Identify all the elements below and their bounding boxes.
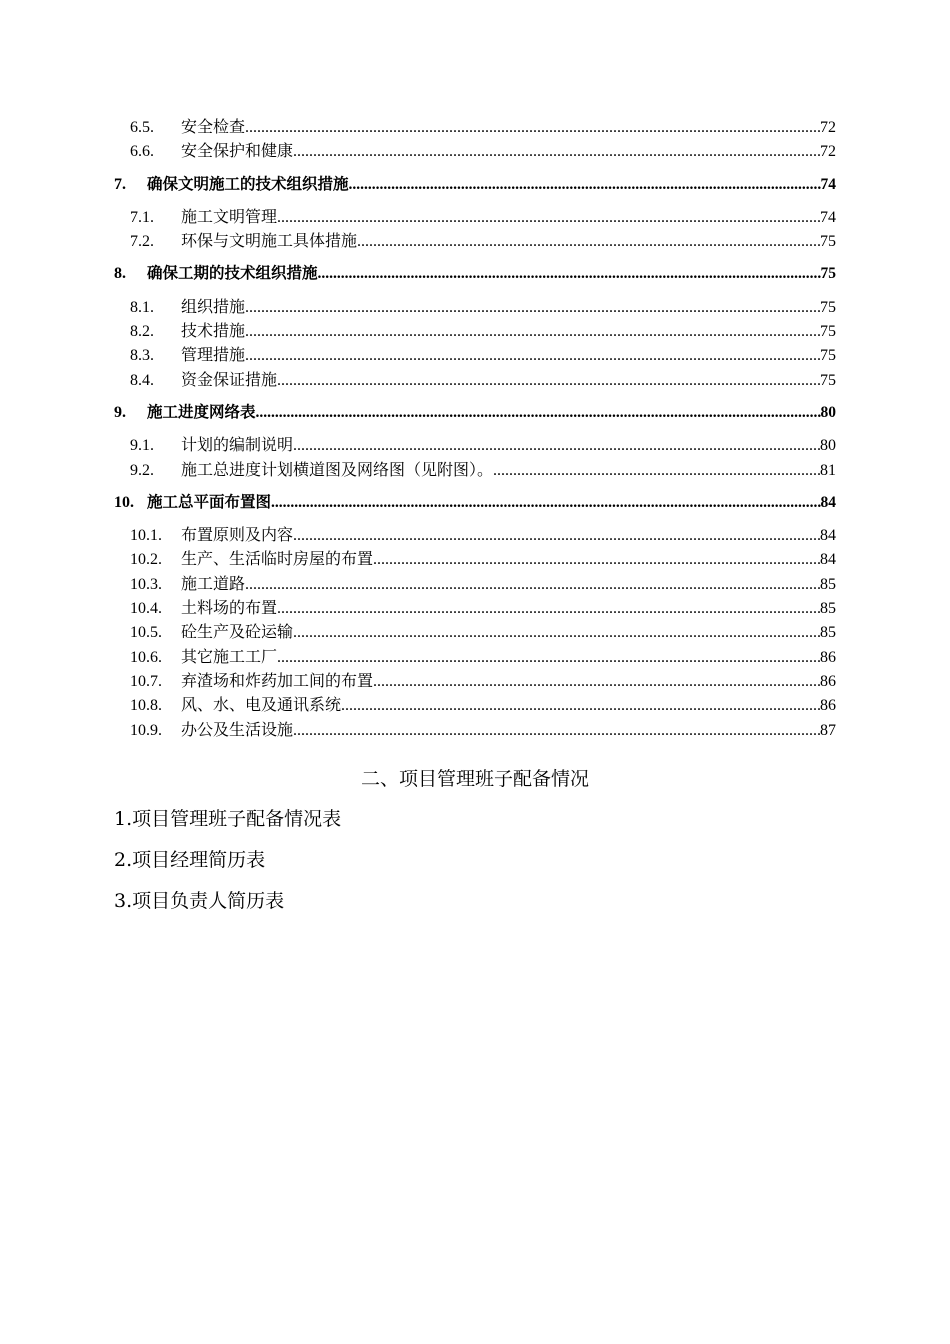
toc-entry-title: 资金保证措施 <box>181 369 278 389</box>
toc-page-number: 81 <box>820 461 836 479</box>
toc-page-number: 75 <box>820 371 836 389</box>
toc-page-number: 75 <box>820 298 836 316</box>
toc-entry-number: 10.1. <box>130 527 162 545</box>
toc-dot-leader <box>293 524 820 547</box>
toc-dot-leader <box>245 573 820 596</box>
toc-dot-leader <box>493 459 820 482</box>
toc-entry-number: 10.9. <box>130 721 162 739</box>
toc-page-number: 74 <box>820 175 836 193</box>
toc-section-entry[interactable] <box>114 295 836 319</box>
toc-dot-leader <box>373 670 820 693</box>
toc-entry-title: 管理措施 <box>181 345 246 365</box>
toc-dot-leader <box>245 344 820 367</box>
toc-section-entry[interactable] <box>114 115 836 139</box>
toc-dot-leader <box>293 621 820 644</box>
toc-entry-number: 10.4. <box>130 600 162 618</box>
toc-section-entry[interactable] <box>114 319 836 343</box>
toc-dot-leader <box>245 116 820 139</box>
toc-page-number: 75 <box>820 323 836 341</box>
toc-entry-title: 土料场的布置 <box>181 598 278 618</box>
toc-page-number: 84 <box>820 527 836 545</box>
toc-entry-title: 技术措施 <box>181 321 246 341</box>
toc-section-entry[interactable] <box>114 343 836 367</box>
toc-section-entry[interactable] <box>114 596 836 620</box>
toc-section-entry[interactable] <box>114 669 836 693</box>
toc-page-number: 84 <box>820 551 836 569</box>
toc-dot-leader <box>318 262 821 285</box>
toc-entry-number: 6.5. <box>130 119 154 136</box>
toc-entry-title: 布置原则及内容 <box>181 525 294 545</box>
toc-dot-leader <box>277 206 820 229</box>
toc-section-entry[interactable] <box>114 645 836 669</box>
toc-dot-leader <box>373 548 820 571</box>
toc-page-number: 80 <box>820 437 836 455</box>
toc-page-number: 75 <box>820 265 836 283</box>
section-item-1: 1.项目管理班子配备情况表 <box>114 808 342 830</box>
toc-dot-leader <box>293 140 820 163</box>
toc-chapter-entry[interactable] <box>114 401 836 424</box>
toc-entry-title: 其它施工工厂 <box>181 646 278 666</box>
toc-section-entry[interactable] <box>114 205 836 229</box>
toc-page-number: 72 <box>820 143 836 161</box>
toc-entry-title: 生产、生活临时房屋的布置 <box>181 549 374 569</box>
toc-entry-number: 6.6. <box>130 143 154 161</box>
toc-dot-leader <box>256 401 821 424</box>
toc-entry-number: 8.1. <box>130 298 154 316</box>
toc-section-entry[interactable] <box>114 693 836 717</box>
toc-dot-leader <box>277 646 820 669</box>
toc-entry-number: 10.3. <box>130 575 162 593</box>
toc-entry-number: 9.2. <box>130 461 154 479</box>
toc-entry-title: 砼生产及砼运输 <box>181 622 294 642</box>
toc-dot-leader <box>293 719 820 742</box>
toc-page-number: 75 <box>820 233 836 251</box>
toc-entry-number: 9. <box>114 403 126 421</box>
toc-section-entry[interactable] <box>114 433 836 457</box>
toc-page-number: 86 <box>820 697 836 715</box>
toc-page-number: 85 <box>820 575 836 593</box>
toc-entry-title: 施工进度网络表 <box>147 402 256 421</box>
toc-page-number: 87 <box>820 721 836 739</box>
toc-chapter-entry[interactable] <box>114 491 836 514</box>
toc-entry-title: 计划的编制说明 <box>181 435 294 455</box>
toc-entry-title: 确保文明施工的技术组织措施 <box>147 174 349 193</box>
toc-page-number: 74 <box>820 208 836 226</box>
section-project-management <box>114 762 836 925</box>
toc-dot-leader <box>245 296 820 319</box>
toc-entry-number: 10.2. <box>130 551 162 569</box>
toc-entry-number: 8.2. <box>130 323 154 341</box>
toc-entry-number: 8.3. <box>130 347 154 365</box>
toc-entry-number: 9.1. <box>130 437 154 455</box>
toc-entry-number: 7. <box>114 175 126 193</box>
toc-page-number: 84 <box>820 493 836 511</box>
toc-page-number: 86 <box>820 672 836 690</box>
toc-entry-title: 施工总平面布置图 <box>147 492 272 511</box>
toc-entry-number: 10.5. <box>130 624 162 642</box>
toc-page-number: 86 <box>820 648 836 666</box>
toc-chapter-entry[interactable] <box>114 262 836 285</box>
toc-section-entry[interactable] <box>114 718 836 742</box>
toc-dot-leader <box>349 173 821 196</box>
toc-entry-title: 办公及生活设施 <box>181 719 294 739</box>
toc-entry-title: 施工总进度计划横道图及网络图（见附图）。 <box>181 459 494 479</box>
toc-dot-leader <box>293 434 820 457</box>
toc-page-number: 75 <box>820 347 836 365</box>
toc-page-number: 85 <box>820 600 836 618</box>
toc-section-entry[interactable] <box>114 620 836 644</box>
toc-dot-leader <box>341 694 820 717</box>
toc-dot-leader <box>245 320 820 343</box>
toc-dot-leader <box>277 369 820 392</box>
toc-entry-title: 弃渣场和炸药加工间的布置 <box>181 670 374 690</box>
toc-section-entry[interactable] <box>114 547 836 571</box>
toc-entry-title: 施工道路 <box>181 573 246 593</box>
toc-entry-title: 风、水、电及通讯系统 <box>181 695 342 715</box>
toc-entry-number: 10.6. <box>130 648 162 666</box>
section-heading: 二、项目管理班子配备情况 <box>360 768 589 790</box>
toc-dot-leader <box>357 230 820 253</box>
toc-section-entry[interactable] <box>114 139 836 163</box>
toc-section-entry[interactable] <box>114 458 836 482</box>
toc-section-entry[interactable] <box>114 229 836 253</box>
toc-entry-number: 8. <box>114 265 126 283</box>
toc-dot-leader <box>277 597 820 620</box>
toc-entry-title: 安全检查 <box>181 117 246 136</box>
toc-entry-title: 安全保护和健康 <box>181 141 294 161</box>
toc-entry-number: 10. <box>114 493 134 511</box>
toc-chapter-entry[interactable] <box>114 173 836 196</box>
section-item-2: 2.项目经理简历表 <box>114 849 266 871</box>
toc-entry-number: 10.8. <box>130 697 162 715</box>
toc-page-number: 72 <box>820 119 836 136</box>
toc-entry-number: 8.4. <box>130 371 154 389</box>
toc-entry-number: 10.7. <box>130 672 162 690</box>
section-item-3: 3.项目负责人简历表 <box>114 890 285 912</box>
toc-entry-title: 组织措施 <box>181 296 246 316</box>
toc-dot-leader <box>271 491 820 514</box>
toc-page-number: 80 <box>820 403 836 421</box>
toc-section-entry[interactable] <box>114 523 836 547</box>
toc-entry-title: 环保与文明施工具体措施 <box>181 231 358 251</box>
table-of-contents <box>114 115 836 742</box>
toc-entry-title: 确保工期的技术组织措施 <box>147 264 318 283</box>
toc-entry-number: 7.2. <box>130 233 154 251</box>
toc-page-number: 85 <box>820 624 836 642</box>
toc-entry-number: 7.1. <box>130 208 154 226</box>
toc-section-entry[interactable] <box>114 572 836 596</box>
toc-entry-title: 施工文明管理 <box>181 206 278 226</box>
toc-section-entry[interactable] <box>114 368 836 392</box>
